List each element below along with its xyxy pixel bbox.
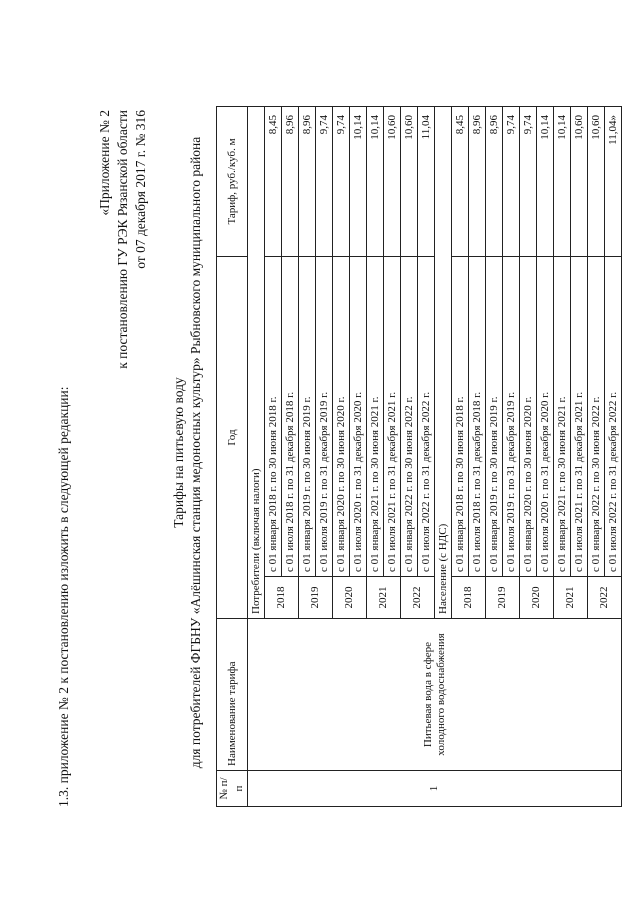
period-cell: с 01 января 2020 г. по 30 июня 2020 г. <box>520 257 537 577</box>
table-header-row <box>217 107 248 807</box>
period-cell: с 01 июля 2018 г. по 31 декабря 2018 г. <box>282 257 299 577</box>
header-period: Год <box>217 257 248 619</box>
title-line-1: Тарифы на питьевую воду <box>171 377 186 528</box>
tariff-cell: 11,04 <box>418 107 435 257</box>
period-cell: с 01 июля 2019 г. по 31 декабря 2019 г. <box>316 257 333 577</box>
period-cell: с 01 января 2020 г. по 30 июня 2020 г. <box>333 257 350 577</box>
row-number: 1 <box>248 771 622 807</box>
tariff-cell: 10,14 <box>554 107 571 257</box>
header-num: № п/п <box>217 771 248 807</box>
appendix-resolution: к постановлению ГУ РЭК Рязанской области <box>115 110 130 369</box>
tariff-cell: 11,04» <box>605 107 622 257</box>
tariff-cell: 8,96 <box>486 107 503 257</box>
appendix-header <box>96 110 150 369</box>
period-cell: с 01 июля 2020 г. по 31 декабря 2020 г. <box>350 257 367 577</box>
year-cell: 2019 <box>486 577 520 619</box>
tariff-cell: 9,74 <box>520 107 537 257</box>
period-cell: с 01 июля 2021 г. по 31 декабря 2021 г. <box>384 257 401 577</box>
tariff-cell: 10,60 <box>384 107 401 257</box>
period-cell: с 01 января 2019 г. по 30 июня 2019 г. <box>299 257 316 577</box>
period-cell: с 01 января 2018 г. по 30 июня 2018 г. <box>452 257 469 577</box>
section-label: Потребители (включая налоги) <box>248 107 265 619</box>
period-cell: с 01 июля 2020 г. по 31 декабря 2020 г. <box>537 257 554 577</box>
tariff-cell: 10,60 <box>571 107 588 257</box>
period-cell: с 01 июля 2018 г. по 31 декабря 2018 г. <box>469 257 486 577</box>
appendix-date: от 07 декабря 2017 г. № 316 <box>133 110 148 269</box>
tariff-cell: 10,14 <box>537 107 554 257</box>
tariff-cell: 10,60 <box>588 107 605 257</box>
intro-text: 1.3. приложение № 2 к постановлению изложить в следующей редакции: <box>56 386 71 807</box>
tariff-cell: 9,74 <box>316 107 333 257</box>
tariff-cell: 9,74 <box>503 107 520 257</box>
header-tariff: Тариф, руб./куб. м <box>217 107 248 257</box>
period-cell: с 01 января 2021 г. по 30 июня 2021 г. <box>367 257 384 577</box>
year-cell: 2020 <box>333 577 367 619</box>
tariff-cell: 8,96 <box>299 107 316 257</box>
tariff-cell: 8,45 <box>452 107 469 257</box>
year-cell: 2022 <box>401 577 435 619</box>
tariff-cell: 8,96 <box>469 107 486 257</box>
document-title <box>170 0 204 905</box>
year-cell: 2018 <box>452 577 486 619</box>
section-label: Население (с НДС) <box>435 107 452 619</box>
year-cell: 2020 <box>520 577 554 619</box>
section-row <box>248 107 265 807</box>
tariff-cell: 10,14 <box>350 107 367 257</box>
period-cell: с 01 июля 2022 г. по 31 декабря 2022 г. <box>605 257 622 577</box>
tariff-cell: 10,14 <box>367 107 384 257</box>
year-cell: 2021 <box>554 577 588 619</box>
year-cell: 2019 <box>299 577 333 619</box>
period-cell: с 01 января 2022 г. по 30 июня 2022 г. <box>588 257 605 577</box>
tariff-cell: 8,45 <box>265 107 282 257</box>
tariff-name: Питьевая вода в сфере холодного водоснабжения <box>248 619 622 771</box>
year-cell: 2021 <box>367 577 401 619</box>
period-cell: с 01 января 2021 г. по 30 июня 2021 г. <box>554 257 571 577</box>
tariff-cell: 8,96 <box>282 107 299 257</box>
tariff-cell: 9,74 <box>333 107 350 257</box>
header-name: Наименование тарифа <box>217 619 248 771</box>
period-cell: с 01 января 2022 г. по 30 июня 2022 г. <box>401 257 418 577</box>
table-body <box>248 107 622 807</box>
period-cell: с 01 июля 2022 г. по 31 декабря 2022 г. <box>418 257 435 577</box>
tariff-table <box>216 106 622 807</box>
year-cell: 2018 <box>265 577 299 619</box>
period-cell: с 01 июля 2019 г. по 31 декабря 2019 г. <box>503 257 520 577</box>
tariff-cell: 10,60 <box>401 107 418 257</box>
period-cell: с 01 января 2019 г. по 30 июня 2019 г. <box>486 257 503 577</box>
title-line-2: для потребителей ФГБНУ «Алёшинская станция медоносных культур» Рыбновского муниципального района <box>188 136 203 769</box>
appendix-title: «Приложение № 2 <box>97 110 112 216</box>
period-cell: с 01 января 2018 г. по 30 июня 2018 г. <box>265 257 282 577</box>
period-cell: с 01 июля 2021 г. по 31 декабря 2021 г. <box>571 257 588 577</box>
year-cell: 2022 <box>588 577 622 619</box>
